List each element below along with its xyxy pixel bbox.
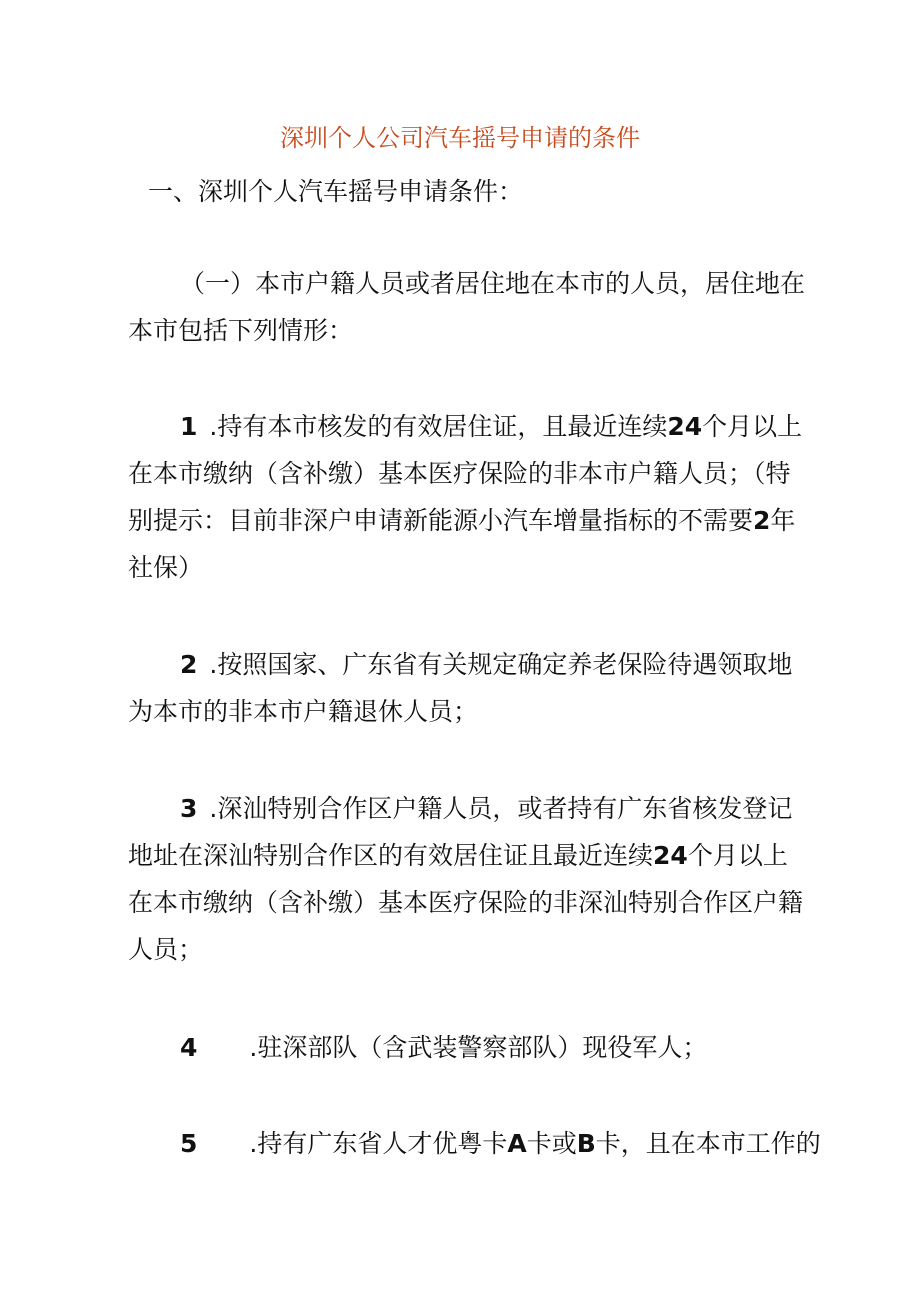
item-5-line-1: 5 .持有广东省人才优粤卡A卡或B卡，且在本市工作的	[128, 1120, 798, 1167]
clause-1	[128, 260, 806, 354]
item-1	[128, 403, 803, 591]
clause-1-line-1: （一）本市户籍人员或者居住地在本市的人员，居住地在	[180, 269, 806, 298]
item-2	[128, 641, 798, 735]
item-3-line-4: 人员；	[128, 935, 204, 964]
item-1-line-1: 1 .持有本市核发的有效居住证，且最近连续24个月以上	[128, 403, 798, 450]
item-5	[128, 1120, 821, 1167]
item-3	[128, 785, 804, 973]
item-3-line-3: 在本市缴纳（含补缴）基本医疗保险的非深汕特别合作区户籍	[128, 888, 804, 917]
item-2-line-2: 为本市的非本市户籍退休人员；	[128, 697, 479, 726]
item-2-line-1: 2 .按照国家、广东省有关规定确定养老保险待遇领取地	[128, 641, 798, 688]
item-3-line-1: 3 .深汕特别合作区户籍人员，或者持有广东省核发登记	[128, 785, 798, 832]
item-4-number: 4	[180, 1033, 198, 1062]
item-2-number: 2	[180, 650, 198, 679]
document-title: 深圳个人公司汽车摇号申请的条件	[280, 124, 640, 152]
item-4	[128, 1024, 798, 1071]
item-4-line-1: 4 .驻深部队（含武装警察部队）现役军人；	[128, 1024, 798, 1071]
clause-1-line-2: 本市包括下列情形：	[128, 316, 354, 345]
item-3-line-2: 地址在深汕特别合作区的有效居住证且最近连续24个月以上	[128, 841, 788, 870]
item-5-number: 5	[180, 1129, 198, 1158]
item-1-line-3: 别提示：目前非深户申请新能源小汽车增量指标的不需要2年	[128, 506, 796, 535]
item-1-number: 1	[180, 412, 198, 441]
section-heading: 一、深圳个人汽车摇号申请条件：	[148, 177, 524, 206]
item-1-line-2: 在本市缴纳（含补缴）基本医疗保险的非本市户籍人员；（特	[128, 459, 791, 488]
item-3-number: 3	[180, 794, 198, 823]
item-1-line-4: 社保）	[128, 553, 204, 582]
